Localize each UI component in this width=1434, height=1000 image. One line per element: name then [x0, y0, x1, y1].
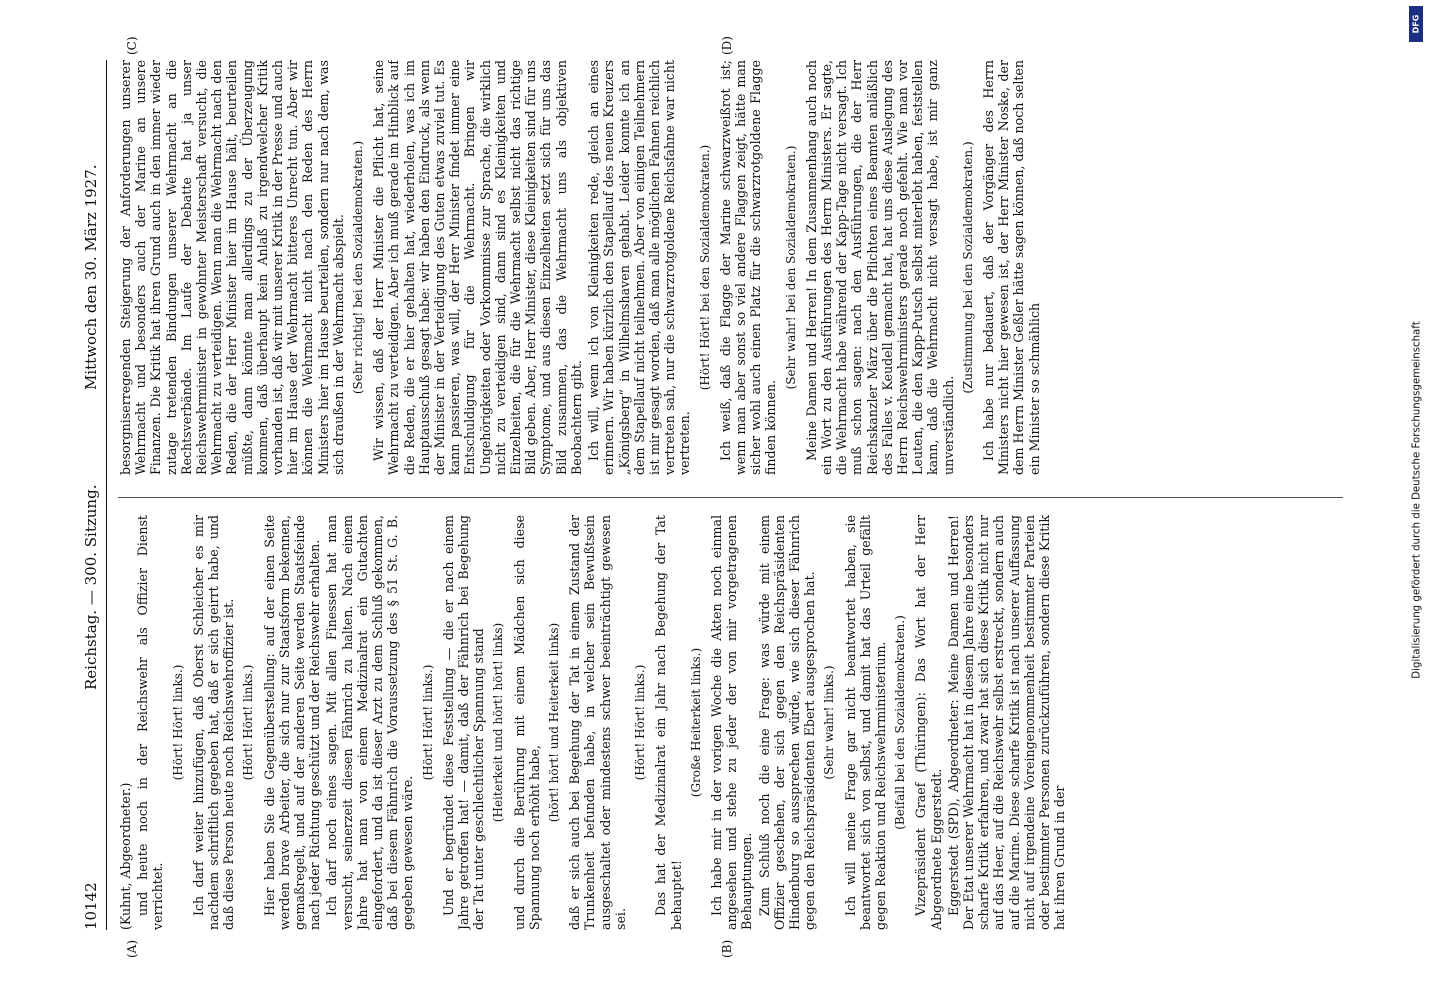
digitization-note: Digitalisierung gefördert durch die Deutsche Forschungsgemeinschaft: [1411, 321, 1423, 679]
paragraph: Wir wissen, daß der Herr Minister die Pflicht hat, seine Wehrmacht zu verteidigen. Aber ich muß gerade im Hinblick auf die Reden, die er hier gehalten hat, wiederholen, was ich im Hauptausschuß gesagt habe: wir haben den Eindruck, als wenn der Minister in der Verteidigung des Guten etwas zuviel tut. Es kann passieren, was will, der Herr Minister findet immer eine Entschuldigung für die Wehrmacht. Bringen wir Ungehörigkeiten oder Vorkommnisse zur Sprache, die wirklich nicht zu verteidigen sind, dann sind es Kleinigkeiten und Einzelheiten, die für die Wehrmacht selbst nicht das richtige Bild geben. Aber, Herr Minister, diese Kleinigkeiten sind für uns Symptome, und aus diesen Einzelheiten setzt sich für uns das Bild zusammen, das die Wehrmacht uns als objektiven Beobachtern gibt.: [371, 60, 584, 475]
interjection: (Beifall bei den Sozialdemokraten.): [893, 615, 908, 830]
margin-mark-b: (B): [720, 939, 734, 958]
paragraph: Ich darf noch eines sagen. Mit allen Finessen hat man versucht, seinerzeit diesen Fähnrich zu halten. Nach einem Jahre hat man von einem Medizinalrat ein Gutachten eingefordert, und da ist dieser Arzt zu dem Schluß gekommen, daß bei diesem Fähnrich die Voraussetzung des § 51 St. G. B. gegeben gewesen wäre.: [324, 515, 416, 930]
left-column: [118, 515, 1348, 930]
interjection: (Sehr wahr! links.): [822, 665, 837, 780]
paragraph: Hier haben Sie die Gegenüberstellung: auf der einen Seite werden brave Arbeiter, die sich nur zur Staatsform bekennen, gemaßregelt, und auf der anderen Seite werden Staatsfeinde nach jeder Richtung geschützt und der Reichswehr erhalten.: [261, 515, 323, 930]
paragraph: Meine Damen und Herren! In dem Zusammenhang auch noch ein Wort zu den Ausführungen des Herrn Ministers. Er sagte, die Wehrmacht habe während der Kapp-Tage nicht versagt. Ich muß schon sagen: nach den Ausführungen, die der Herr Reichskanzler März über die Pflichten eines Beamten anläßlich des Falles v. Keudell gemacht hat, hat uns diese Auslegung des Herrn Reichswehrministers gerade noch gefehlt. Wie man vor Leuten, die den Kapp-Putsch selbst miterlebt haben, feststellen kann, daß die Wehrmacht nicht versagt habe, ist mir ganz unverständlich.: [803, 60, 956, 475]
page-number: 10142: [82, 882, 100, 930]
interjection: (Hört! Hört! links.): [241, 664, 256, 781]
paragraph: besorgniserregenden Steigerung der Anforderungen unserer Wehrmacht und besonders auch der Marine an unsere Finanzen. Die Kritik hat ihren Grund auch in den immer wieder zutage tretenden Bindungen unserer Wehrmacht an die Rechtsverbände. Im Laufe der Debatte hat ja unser Reichswehrminister in gewohnter Meisterschaft versucht, die Wehrmacht zu verteidigen. Wenn man die Wehrmacht nach den Reden, die der Herr Minister hier im Hause hält, beurteilen müßte, dann könnte man allerdings zu der Überzeugung kommen, daß überhaupt kein Anlaß zu irgendwelcher Kritik vorhanden ist, daß wir mit unserer Kritik in der Presse und auch hier im Hause der Wehrmacht bitteres Unrecht tun. Aber wir können die Wehrmacht nicht nach den Reden des Herrn Ministers hier im Hause beurteilen, sondern nur nach dem, was sich draußen in der Wehrmacht abspielt.: [118, 60, 346, 475]
paragraph: Das hat der Medizinalrat ein Jahr nach Begehung der Tat behauptet!: [653, 515, 684, 930]
paragraph: Zum Schluß noch die eine Frage: was würde mit einem Offizier geschehen, der sich gegen den Reichspräsidenten Hindenburg so aussprechen würde, wie sich dieser Fähnrich gegen den Reichspräsidenten Ebert ausgesprochen hat.: [756, 515, 818, 930]
paragraph: Ich habe mir in der vorigen Woche die Akten noch einmal angesehen und stehe zu jeder der von mir vorgetragenen Behauptungen.: [708, 515, 755, 930]
interjection: (hört! hört! und Heiterkeit links): [547, 622, 562, 823]
margin-mark-c: (C): [125, 36, 139, 55]
interjection: (Heiterkeit und hört! hört! links): [491, 622, 506, 823]
paragraph: (Kuhnt, Abgeordneter.): [118, 782, 133, 930]
paragraph: Ich will meine Frage gar nicht beantwortet haben, sie beantwortet sich von selbst, und damit hat das Urteil gefällt gegen Reaktion und Reichswehrministerium.: [842, 515, 888, 930]
paragraph: Vizepräsident Graef (Thüringen): Das Wort hat der Herr Abgeordnete Eggerstedt.: [913, 515, 944, 930]
session-date: Mittwoch den 30. März 1927.: [82, 164, 100, 390]
interjection: (Hört! Hört! links.): [170, 664, 185, 781]
paragraph: und heute noch in der Reichswehr als Offizier Dienst verrichtet.: [135, 515, 166, 930]
dfg-logo-text: DFG: [1411, 14, 1421, 34]
interjection: (Große Heiterkeit links.): [688, 647, 703, 798]
right-column: [118, 60, 1348, 475]
interjection: (Hört! Hört! bei den Sozialdemokraten.): [697, 144, 712, 391]
paragraph: und durch die Berührung mit einem Mädchen sich diese Spannung noch erhöht habe,: [511, 515, 542, 930]
interjection: (Hört! Hört! links.): [633, 664, 648, 781]
page-header: [82, 60, 107, 930]
paragraph: Ich will, wenn ich von Kleinigkeiten rede, gleich an eines erinnern. Wir haben kürzlich den Stapellauf des neuen Kreuzers „Königsberg“ in Wilhelmshaven gehabt. Leider konnte ich an dem Stapellauf nicht teilnehmen. Aber von einigen Teilnehmern ist mir gesagt worden, daß man alle möglichen Fahnen reichlich vertreten sah, nur die schwarzrotgoldene Reichsfahne war nicht vertreten.: [586, 60, 693, 475]
paragraph: Eggerstedt (SPD), Abgeordneter: Meine Damen und Herren! Der Etat unserer Wehrmacht hat in diesem Jahre eine besonders scharfe Kritik erfahren, und zwar hat sich diese Kritik nicht nur auf das Heer, auf die Reichswehr selbst erstreckt, sondern auch auf die Marine. Diese scharfe Kritik ist nach unserer Auffassung nicht auf irgendeine Voreingenommenheit bestimmter Parteien oder bestimmter Personen zurückzuführen, sondern diese Kritik hat ihren Grund in der: [945, 515, 1068, 930]
session-title: Reichstag. — 300. Sitzung.: [82, 484, 100, 690]
column-divider: [118, 497, 1343, 498]
interjection: (Sehr richtig! bei den Sozialdemokraten.): [351, 140, 366, 395]
interjection: (Hört! Hört! links.): [420, 664, 435, 781]
paragraph: Ich weiß, daß die Flagge der Marine schwarzweißrot ist; wenn man aber sonst so viel andere Flaggen zeigt, hätte man sicher wohl auch einen Platz für die schwarzrotgoldene Flagge finden können.: [717, 60, 779, 475]
margin-mark-d: (D): [720, 36, 734, 55]
paragraph: daß er sich auch bei Begehung der Tat in einem Zustand der Trunkenheit befunden habe, in welcher sein Bewußtsein ausgeschaltet oder mindestens schwer beeinträchtigt gewesen sei.: [567, 515, 628, 930]
paragraph: Ich habe nur bedauert, daß der Vorgänger des Herrn Ministers nicht hier gewesen ist, der Herr Minister Noske, der dem Herrn Minister Geßler hätte sagen können, daß noch selten ein Minister so schmählich: [980, 60, 1042, 475]
digitization-sidebar: [1404, 0, 1430, 1000]
interjection: (Sehr wahr! bei den Sozialdemokraten.): [783, 145, 798, 390]
paragraph: Ich darf weiter hinzufügen, daß Oberst Schleicher es mir nachdem schriftlich gegeben hat, daß er sich geirrt habe, und daß diese Person heute noch Reichswehroffizier ist.: [190, 515, 237, 930]
paragraph: Und er begründet diese Feststellung — die er nach einem Jahre getroffen hat! — damit, daß der Fähnrich bei Begehung der Tat unter geschlechtlicher Spannung stand: [440, 515, 487, 930]
interjection: (Zustimmung bei den Sozialdemokraten.): [960, 141, 975, 394]
margin-mark-a: (A): [125, 939, 139, 958]
